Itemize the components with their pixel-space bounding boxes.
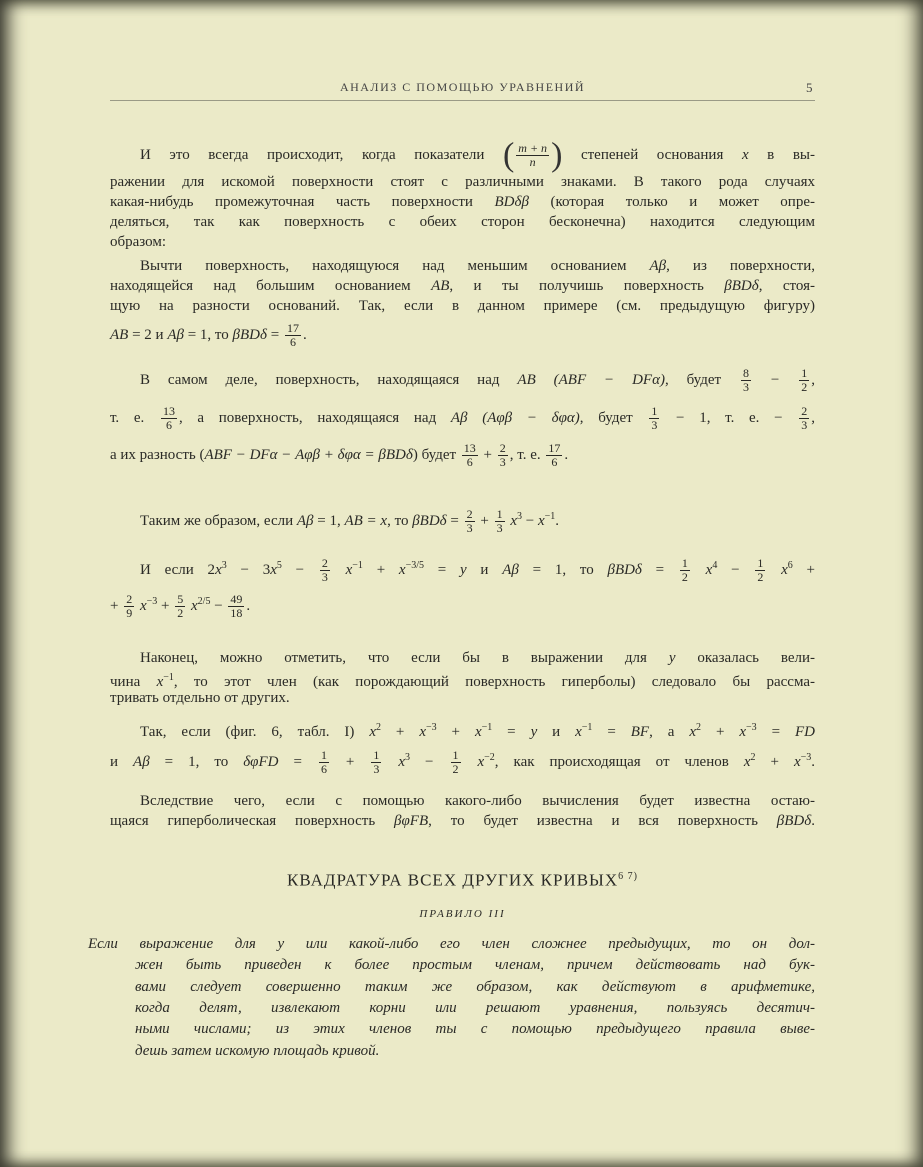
text-line [140,719,815,741]
fraction [318,556,332,585]
math-symbol: x [331,562,353,578]
text-line [110,213,815,231]
denominator: 2 [801,380,808,394]
denominator: 6 [466,455,473,469]
section-heading [110,868,815,890]
text-line [140,257,815,275]
exponent: −3 [146,596,158,607]
page-number: 5 [806,80,813,95]
denominator: 3 [742,380,749,394]
math-symbol: x [383,754,406,770]
text-run: + [330,754,370,770]
numerator: 2 [126,592,133,607]
text-line [140,792,815,810]
denominator: 2 [681,570,688,585]
text-run: а их разность ( [110,446,205,463]
text-run: = [267,326,283,343]
math-symbol: y [530,724,538,740]
text-run: деляться, так как поверхность с обеих сторон бесконечна) находится следующим [110,214,815,230]
text-run: = [756,724,795,740]
numerator: 13 [162,404,175,418]
math-symbol: x [419,724,426,740]
text-run: . [811,754,815,770]
paren-left: ( [502,136,515,174]
text-line [110,669,815,691]
numerator: 49 [230,592,243,607]
exponent: 3 [405,752,411,763]
text-run: , [811,371,816,388]
text-run: = 1, [313,513,345,529]
math-symbol: x [575,724,582,740]
fraction [283,321,303,349]
denominator: 6 [165,418,172,432]
denominator: 6 [320,762,327,777]
text-run: чина [110,674,157,690]
text-line [140,557,815,584]
math-symbol: x [136,598,147,614]
denominator: n [529,155,536,169]
fraction [739,366,753,394]
text-run: щаяся гиперболическая поверхность [110,813,395,829]
exponent: −3 [425,722,437,733]
exponent: −1 [581,722,593,733]
math-symbol: Aβ [167,326,184,343]
text-run: − 1, т. е. − [661,409,798,426]
math-symbol: x [156,674,164,690]
numerator: 1 [681,556,688,571]
text-run: − 3 [226,562,271,578]
math-symbol: FD [794,724,815,740]
numerator: 2 [466,507,473,522]
text-run: , то этот член (как порождающий поверхность гиперболы) следовало бы рассма- [173,674,815,690]
math-symbol: x [743,754,751,770]
denominator: 2 [177,606,184,621]
exponent: −1 [544,511,556,522]
text-run: находящейся над большим основанием [110,278,432,294]
exponent: 6 [787,560,793,571]
fraction [449,748,463,777]
fraction [463,507,477,536]
denominator: 3 [373,762,380,777]
denominator: 3 [496,521,503,536]
text-run: = 1, то [149,754,244,770]
fraction [122,592,136,621]
math-symbol: ABF − DFα − Aφβ + δφα = βBDδ [204,446,413,463]
exponent: −1 [163,672,174,683]
math-symbol: x [767,562,788,578]
text-run: Вследствие чего, если с помощью какого-либо вычисления будет известна остаю- [140,793,815,809]
text-run: − [281,562,318,578]
math-symbol: Aβ [649,258,667,274]
rule-text-line: ными числами; из этих членов ты с помощью предыдущего правила выве- [135,1021,815,1038]
exponent: 2 [696,722,702,733]
fraction [317,748,331,777]
denominator: 9 [126,606,133,621]
math-symbol: x [691,562,713,578]
text-run: = 1, то [518,562,608,578]
text-line [110,812,815,830]
rule-text-line: жен быть приведен к более простым членам, причем действовать над бук- [135,957,815,974]
text-run: . [564,446,569,463]
text-line [110,193,815,211]
math-symbol: AB [110,326,129,343]
exponent: −3/5 [405,560,425,571]
exponent: 2 [750,752,756,763]
text-line [110,689,815,707]
numerator: 2 [801,404,808,418]
denominator: 6 [551,455,558,469]
text-run: и [537,724,576,740]
numerator: 1 [801,366,808,380]
text-run: Наконец, можно отметить, что если бы в выражении для [140,650,669,666]
text-run: Так, если (фиг. 6, табл. I) [140,724,370,740]
fraction [460,441,480,469]
numerator: 1 [496,507,503,522]
math-symbol: x [474,724,482,740]
denominator: 3 [801,418,808,432]
paren-right: ) [551,136,563,174]
text-run: оказалась вели- [675,650,815,666]
math-symbol: βφFB [394,813,429,829]
math-symbol: x [739,724,746,740]
math-symbol: x [793,754,801,770]
text-run: + [701,724,740,740]
section-heading-text: КВАДРАТУРА ВСЕХ ДРУГИХ КРИВЫХ [286,870,619,890]
text-run: , а [649,724,690,740]
text-line [110,442,815,469]
text-run: и [110,754,134,770]
text-run: т. е. [110,409,159,426]
text-line [110,749,815,776]
exponent: 3 [517,511,523,522]
math-symbol: δφFD [243,754,279,770]
math-symbol: Aβ (Aφβ − δφα) [450,409,580,426]
exponent: −1 [481,722,493,733]
rule-label: ПРАВИЛО III [419,908,506,920]
fraction [797,366,811,394]
text-line [110,322,815,349]
denominator: 2 [452,762,459,777]
text-run: + [792,562,815,578]
text-line [110,233,815,251]
math-symbol: AB [431,278,450,294]
footnote-ref: 6 7) [618,871,638,882]
math-symbol: βBDδ [776,813,812,829]
text-run: + [381,724,420,740]
exponent: 2 [376,722,381,733]
denominator: 3 [499,455,506,469]
text-run: , будет [664,371,739,388]
text-run: , то [387,513,413,529]
math-symbol: x [187,598,198,614]
text-line [110,297,815,315]
exponent: 5 [276,560,282,571]
text-run: − [210,598,227,614]
fraction [797,404,811,432]
math-symbol: x [369,724,376,740]
text-run: , [811,409,815,426]
text-run: − [522,513,538,529]
denominator: 2 [757,570,764,585]
math-symbol: x [537,513,545,529]
text-line [110,173,815,191]
numerator: 2 [499,441,506,455]
text-run: + [755,754,794,770]
math-symbol: x [270,562,277,578]
math-symbol: βBDδ [724,278,759,294]
text-run: = [424,562,460,578]
text-run: , и ты получишь поверхность [449,278,725,294]
text-run: + [157,598,174,614]
exponent: −2 [484,752,495,763]
text-run: = [492,724,531,740]
header-rule [110,100,815,101]
fraction [159,404,179,432]
text-run: + [476,513,493,529]
exponent: 3 [221,560,227,571]
denominator: 3 [651,418,658,432]
text-run: , стоя- [758,278,815,294]
text-run: (которая только и может опре- [528,194,815,210]
numerator: 1 [320,748,327,763]
text-run: , а поверхность, находящаяся над [178,409,451,426]
math-symbol: x [741,146,749,163]
text-run: = 2 и [128,326,168,343]
math-symbol: y [460,562,467,578]
rule-text-line: дешь затем искомую площадь кривой. [135,1042,380,1059]
text-run: какая-нибудь промежуточная часть поверхности [110,194,495,210]
math-symbol: Aβ [296,513,314,529]
numerator: 13 [463,441,476,455]
text-run: , будет [579,409,648,426]
text-line [140,649,815,667]
text-run: тривать отдельно от других. [110,690,290,706]
exponent: 2/5 [197,596,211,607]
text-line [140,508,815,535]
fraction [647,404,661,432]
exponent: −1 [352,560,363,571]
fraction [496,441,510,469]
text-run: . [555,513,560,529]
text-line [140,136,815,174]
numerator: m + n [518,141,548,155]
fraction [226,592,246,621]
numerator: 1 [757,556,764,571]
denominator: 3 [321,570,328,585]
text-run: = [446,513,463,529]
exponent: 4 [712,560,718,571]
denominator: 18 [230,606,243,621]
math-symbol: x [215,562,222,578]
fraction [173,592,187,621]
numerator: 17 [548,441,561,455]
math-symbol: BF [630,724,650,740]
text-run: Таким же образом, если [140,513,297,529]
math-symbol: βBDδ [607,562,642,578]
text-run: ражении для искомой поверхности стоят с различными знаками. В такого рода случаях [110,174,815,190]
text-run: + [436,724,475,740]
denominator: 6 [289,335,296,349]
text-line [140,367,815,394]
exponent: −3 [800,752,812,763]
numerator: 1 [452,748,459,763]
text-run: ) будет [412,446,460,463]
text-run: и [466,562,503,578]
text-run: − [752,371,798,388]
fraction [493,507,507,536]
math-symbol: Aβ [133,754,150,770]
text-run: , как происходящая от членов [494,754,744,770]
math-symbol: x [462,754,485,770]
math-symbol: x [398,562,406,578]
fraction [544,441,564,469]
text-run: + [479,446,496,463]
math-symbol: AB (ABF − DFα) [517,371,665,388]
text-run: − [410,754,449,770]
text-run: = [641,562,678,578]
running-title: АНАЛИЗ С ПОМОЩЬЮ УРАВНЕНИЙ [339,80,586,94]
numerator: 17 [286,321,299,335]
text-run: . [246,598,251,614]
text-run: + [362,562,399,578]
text-run: − [717,562,754,578]
exponent: −3 [746,722,757,733]
math-symbol: βBDδ [232,326,267,343]
text-run: . [302,326,307,343]
numerator: 1 [651,404,658,418]
math-symbol: x [689,724,697,740]
text-run: И если 2 [140,562,216,578]
math-symbol: AB = x [344,513,388,529]
numerator: 1 [373,748,380,763]
rule-text-line: Если выражение для y или какой-либо его член сложнее предыдущих, то он дол- [88,936,815,952]
fraction [502,136,563,174]
text-run: + [110,598,123,614]
rule-text-line: когда делят, извлекают корни или решают уравнения, пользуясь десятич- [135,999,815,1016]
text-line [110,277,815,295]
text-run: образом: [110,234,167,250]
text-run: И это всегда происходит, когда показатели [140,146,503,163]
numerator: 5 [177,592,184,607]
text-run: = [278,754,317,770]
text-line [110,405,815,432]
text-run: , из поверхности, [666,258,815,274]
text-run: В самом деле, поверхность, находящаяся над [140,371,518,388]
text-run: , т. е. [509,446,545,463]
text-run: в вы- [748,146,815,163]
math-symbol: βBDδ [412,513,447,529]
text-run: Вычти поверхность, находящуюся над меньшим основанием [140,258,650,274]
text-run: = 1, то [183,326,233,343]
text-run: степеней основания [562,146,742,163]
fraction [753,556,767,585]
fraction [369,748,383,777]
math-symbol: x [506,513,518,529]
fraction [678,556,692,585]
text-run: щую на разности оснований. Так, если в данном примере (см. предыдущую фигуру) [110,298,815,314]
text-line [110,593,815,620]
numerator: 2 [321,556,328,571]
text-run: , то будет известна и вся поверхность [428,813,777,829]
math-symbol: y [668,650,676,666]
text-run: . [811,813,815,829]
math-symbol: BDδβ [494,194,529,210]
text-run: = [592,724,631,740]
math-symbol: Aβ [502,562,519,578]
rule-text-line: вами следует совершенно таким же образом, как действуют в арифметике, [135,978,815,995]
denominator: 3 [466,521,473,536]
numerator: 8 [742,366,749,380]
